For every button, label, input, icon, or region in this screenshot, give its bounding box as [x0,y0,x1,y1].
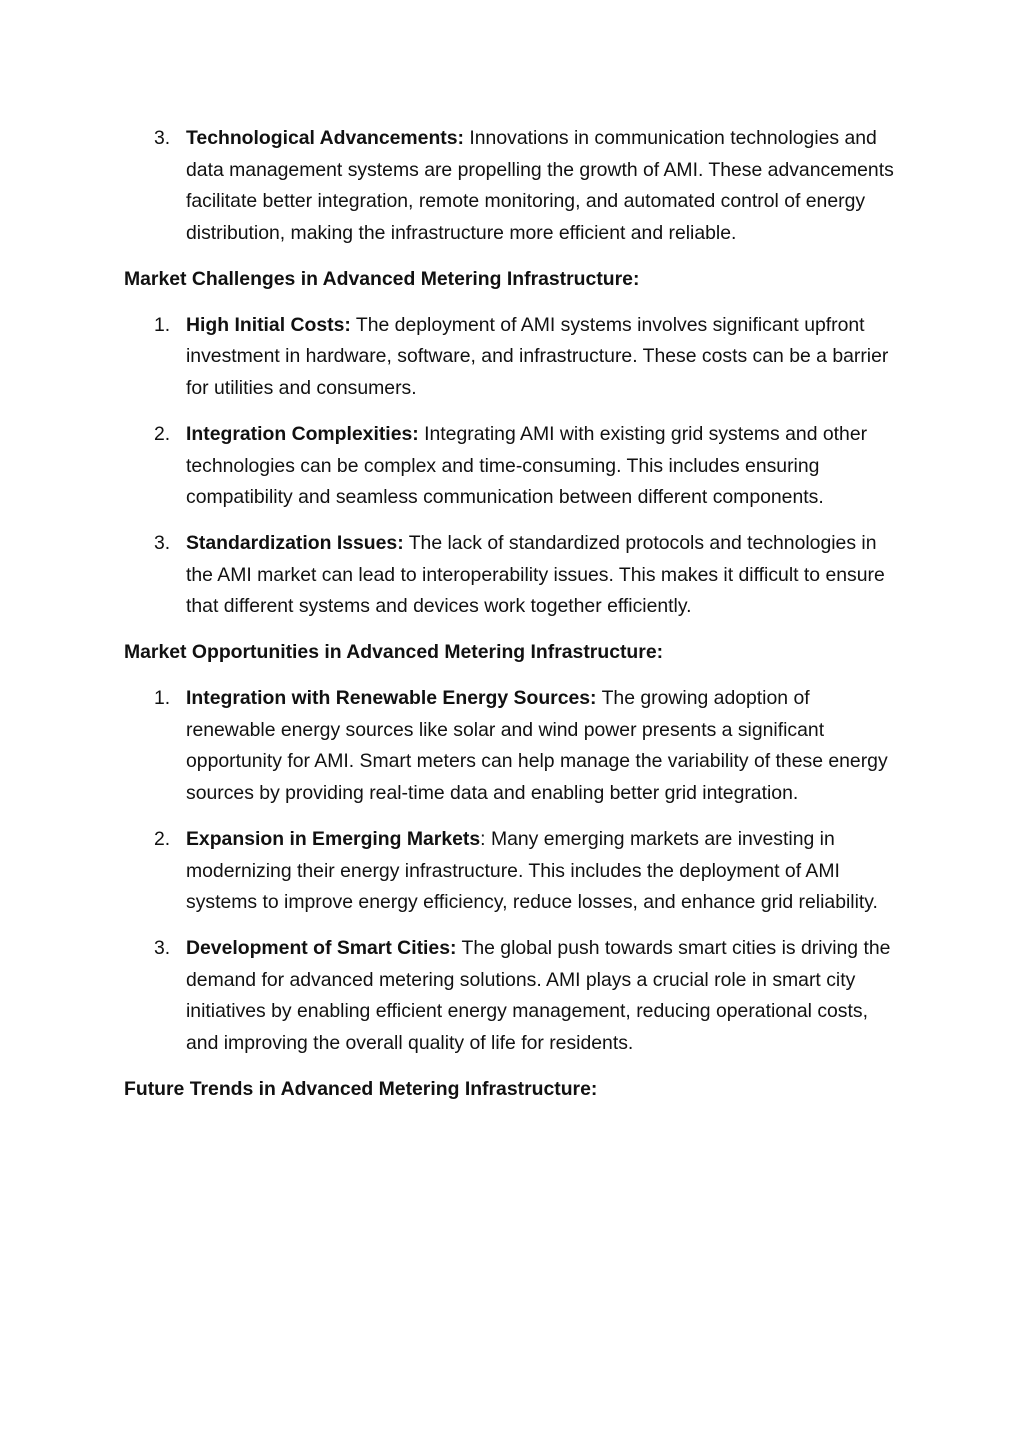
item-lead: Standardization Issues: [186,532,404,555]
item-lead: Technological Advancements: [186,127,464,149]
opportunities-list [124,683,904,1059]
item-lead: High Initial Costs: [186,313,351,336]
list-number: 3. [154,937,171,960]
list-number: 1. [154,313,171,336]
list-number: 2. [154,422,171,445]
item-body: The global push towards smart cities is driving the demand for advanced metering solutions. AMI plays a crucial role in smart city initiatives by enabling efficient energy management, reducing operational costs, and improving the overall quality of life for residents. [186,937,891,1054]
item-body: : Many emerging markets are investing in modernizing their energy infrastructure. This includes the deployment of AMI systems to improve energy efficiency, reduce losses, and enhance grid reliability. [186,828,878,914]
item-body: The growing adoption of renewable energy sources like solar and wind power presents a significant opportunity for AMI. Smart meters can help manage the variability of these energy sources by providing real-time data and enabling better grid integration. [186,687,888,805]
list-item [124,528,904,623]
list-item [124,419,904,514]
list-number: 3. [154,532,171,555]
item-lead: Expansion in Emerging Markets [186,828,481,851]
list-item [124,824,904,919]
list-item [124,683,904,809]
list-item [124,310,904,405]
item-body: Innovations in communication technologies and data management systems are propelling the growth of AMI. These advancements facilitate better integration, remote monitoring, and automated control of energy distribution, making the infrastructure more efficient and reliable. [186,127,894,244]
item-body: Integrating AMI with existing grid systems and other technologies can be complex and time-consuming. This includes ensuring compatibility and seamless communication between different components. [186,422,868,509]
challenges-list [124,310,904,623]
list-number: 2. [154,828,171,851]
item-body: The lack of standardized protocols and technologies in the AMI market can lead to interoperability issues. This makes it difficult to ensure that different systems and devices work together efficiently. [186,532,885,618]
list-number: 1. [154,687,171,710]
item-lead: Integration Complexities: [186,422,419,445]
section-heading-future-trends: Future Trends in Advanced Metering Infrastructure: [124,1077,598,1100]
list-item [124,123,904,249]
section-heading-opportunities: Market Opportunities in Advanced Metering Infrastructure: [124,641,664,664]
intro-list [124,123,904,249]
document-body [124,123,904,1120]
list-number: 3. [154,127,171,149]
item-lead: Integration with Renewable Energy Sources: [186,687,597,710]
item-lead: Development of Smart Cities: [186,937,457,960]
section-heading-challenges: Market Challenges in Advanced Metering Infrastructure: [124,267,640,290]
item-body: The deployment of AMI systems involves significant upfront investment in hardware, software, and infrastructure. These costs can be a barrier for utilities and consumers. [186,313,889,399]
list-item [124,933,904,1059]
